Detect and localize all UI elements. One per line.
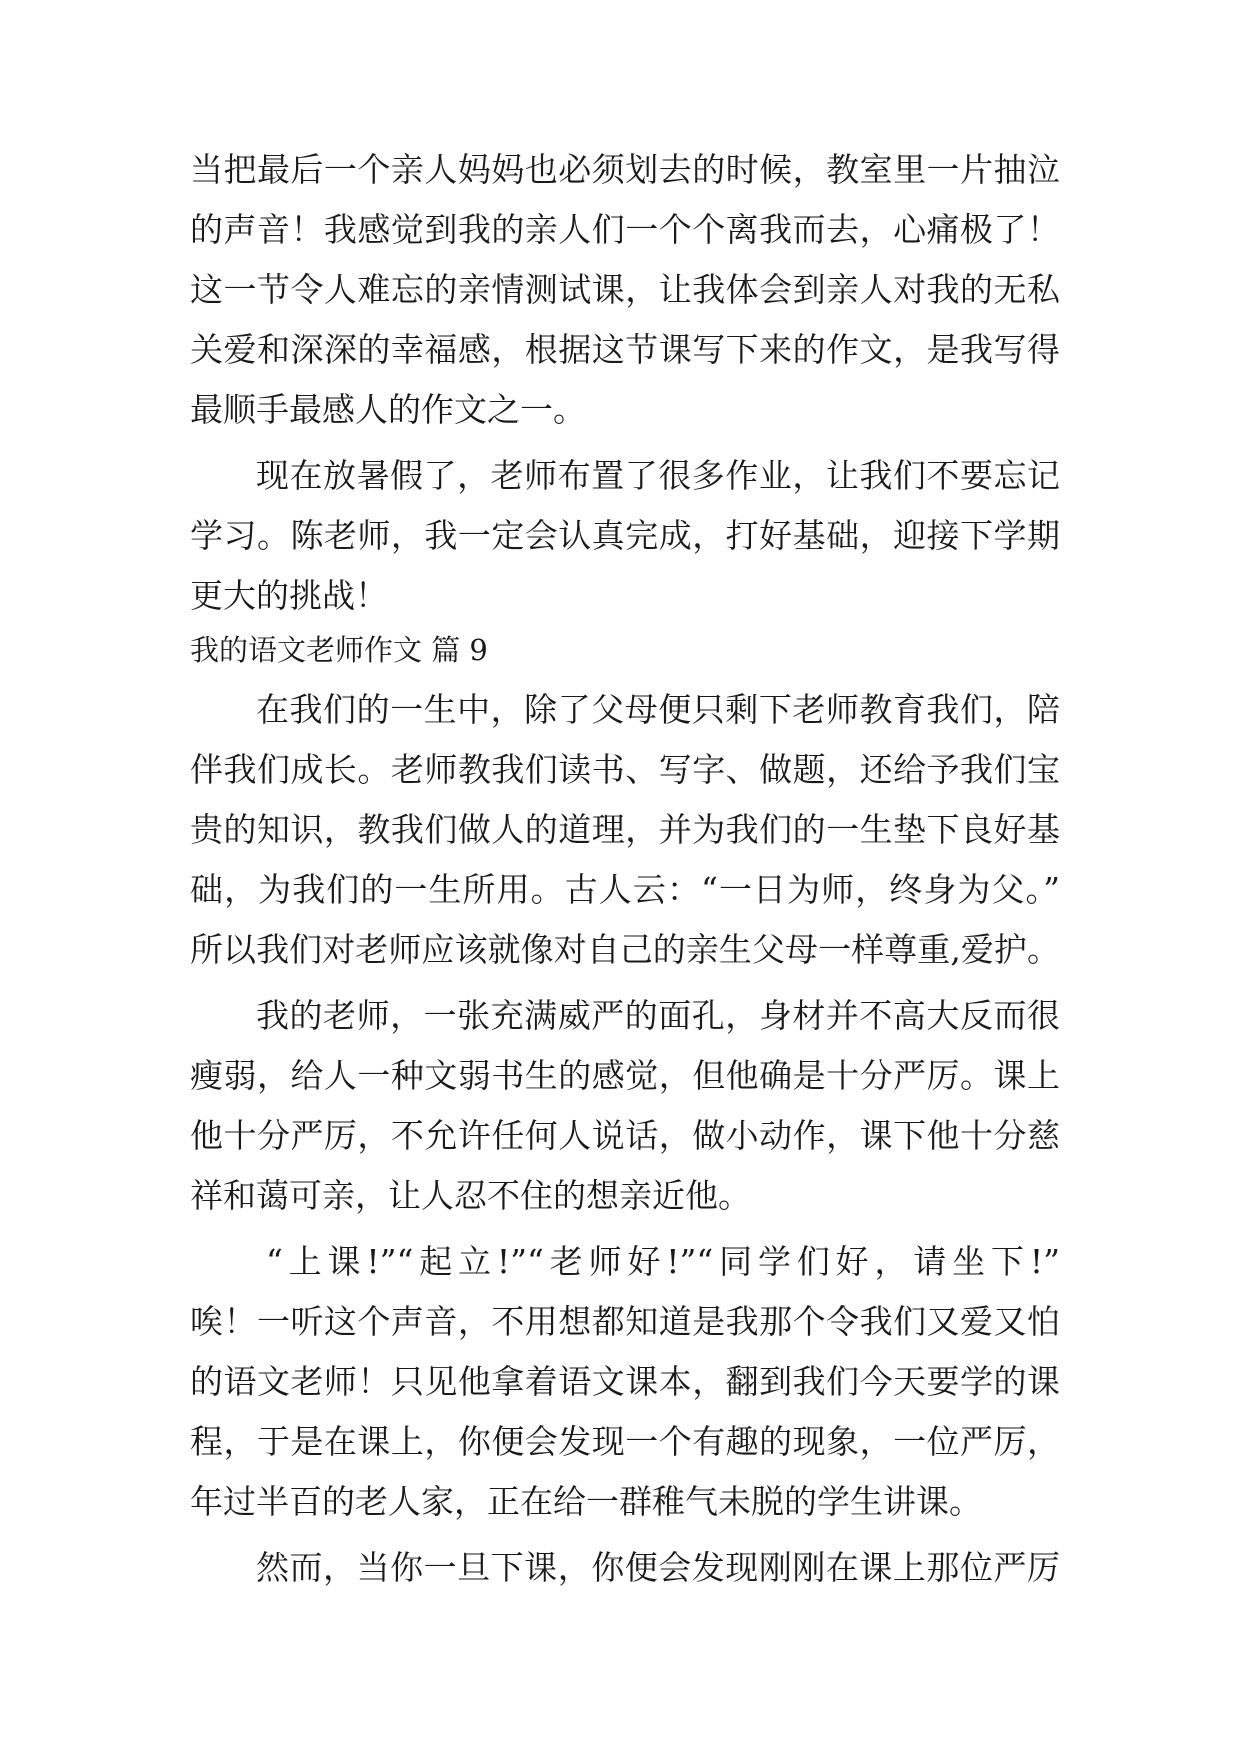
text-line: 祥和蔼可亲，让人忍不住的想亲近他。 [190, 1176, 751, 1215]
text-line: 学习。陈老师，我一定会认真完成，打好基础，迎接下学期 [190, 516, 1060, 555]
text-line: 伴我们成长。老师教我们读书、写字、做题，还给予我们宝 [190, 750, 1060, 789]
text-line: 所以我们对老师应该就像对自己的亲生父母一样尊重,爱护。 [190, 930, 1060, 969]
text-line: 现在放暑假了，老师布置了很多作业，让我们不要忘记 [256, 456, 1060, 495]
text-line: 当把最后一个亲人妈妈也必须划去的时候，教室里一片抽泣 [190, 150, 1060, 189]
text-line: 程，于是在课上，你便会发现一个有趣的现象，一位严厉， [190, 1422, 1060, 1461]
text-line: 年过半百的老人家，正在给一群稚气未脱的学生讲课。 [190, 1482, 982, 1521]
text-line: 这一节令人难忘的亲情测试课，让我体会到亲人对我的无私 [190, 270, 1060, 309]
text-line: 我的老师，一张充满威严的面孔，身材并不高大反而很 [256, 996, 1060, 1035]
text-line: 瘦弱，给人一种文弱书生的感觉，但他确是十分严厉。课上 [190, 1056, 1060, 1095]
text-line: “上课!”“起立!”“老师好!”“同学们好，请坐下!” [266, 1242, 1060, 1281]
text-line: 贵的知识，教我们做人的道理，并为我们的一生垫下良好基 [190, 810, 1060, 849]
text-line: 唉！一听这个声音，不用想都知道是我那个令我们又爱又怕 [190, 1302, 1060, 1341]
text-line: 他十分严厉，不允许任何人说话，做小动作，课下他十分慈 [190, 1116, 1060, 1155]
section-heading: 我的语文老师作文 篇 9 [190, 633, 488, 667]
text-line: 更大的挑战！ [190, 576, 388, 615]
text-line: 在我们的一生中，除了父母便只剩下老师教育我们，陪 [256, 690, 1060, 729]
text-line: 的语文老师！只见他拿着语文课本，翻到我们今天要学的课 [190, 1362, 1060, 1401]
text-line: 然而，当你一旦下课，你便会发现刚刚在课上那位严厉 [256, 1548, 1060, 1587]
text-line: 关爱和深深的幸福感，根据这节课写下来的作文，是我写得 [190, 330, 1060, 369]
text-line: 础，为我们的一生所用。古人云：“一日为师，终身为父。” [190, 870, 1060, 909]
text-line: 最顺手最感人的作文之一。 [190, 390, 586, 429]
text-line: 的声音！我感觉到我的亲人们一个个离我而去，心痛极了！ [190, 210, 1060, 249]
